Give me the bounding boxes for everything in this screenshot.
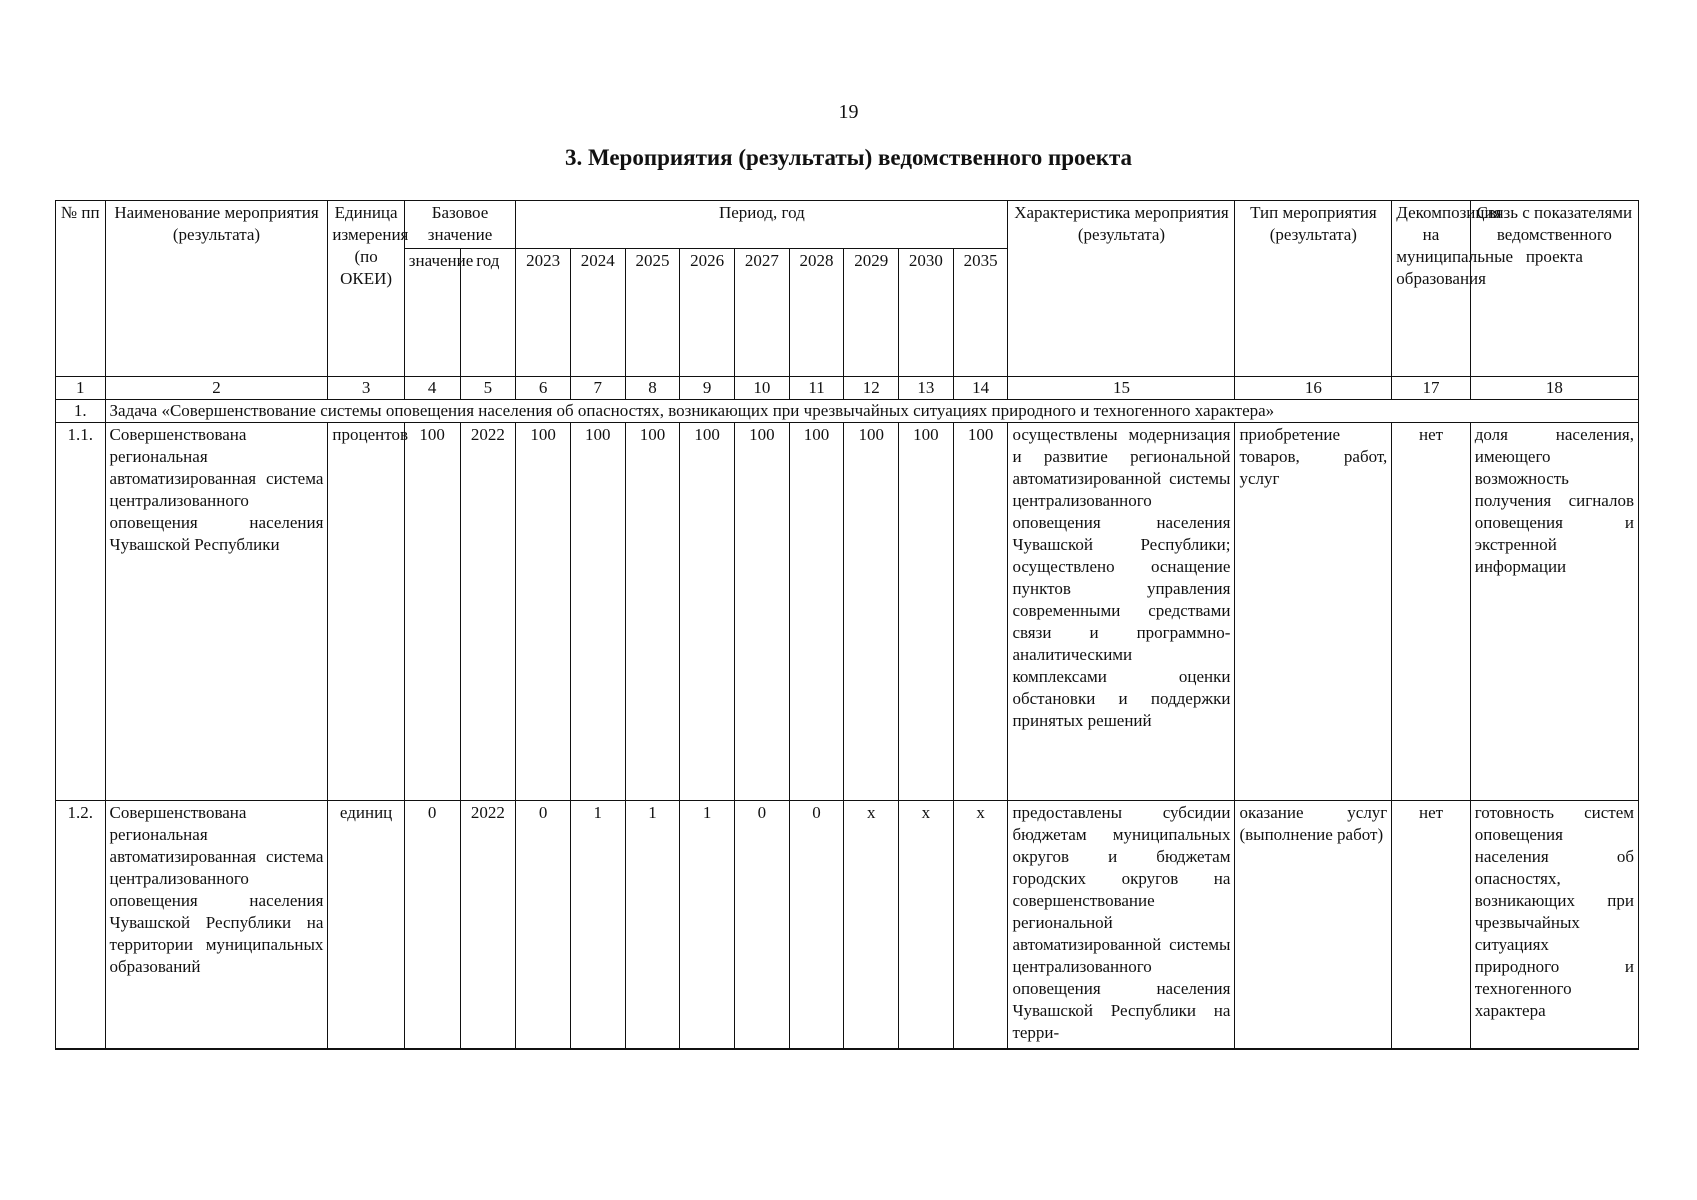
row-link: доля населения, имеющего возможность получения сигналов оповещения и экстренной информации xyxy=(1470,423,1638,801)
task-text: Задача «Совершенствование системы оповещения населения об опасностях, возникающих при чрезвычайных ситуациях природного и техногенного характера» xyxy=(105,400,1638,423)
column-number: 6 xyxy=(516,377,571,400)
column-number: 11 xyxy=(789,377,844,400)
row-value: 0 xyxy=(789,801,844,1050)
header-no: № пп xyxy=(56,201,106,377)
header-year: 2023 xyxy=(516,249,571,377)
row-value: x xyxy=(899,801,954,1050)
column-number: 15 xyxy=(1008,377,1235,400)
header-year: 2027 xyxy=(734,249,789,377)
row-value: x xyxy=(844,801,899,1050)
column-number: 14 xyxy=(953,377,1008,400)
row-value: 100 xyxy=(516,423,571,801)
header-name: Наименование мероприятия (результата) xyxy=(105,201,328,377)
task-no: 1. xyxy=(56,400,106,423)
column-number: 18 xyxy=(1470,377,1638,400)
row-base-value: 0 xyxy=(404,801,460,1050)
row-no: 1.2. xyxy=(56,801,106,1050)
header-base-value: значение xyxy=(404,249,460,377)
header-characteristic: Характеристика мероприятия (результата) xyxy=(1008,201,1235,377)
header-type: Тип мероприятия (результата) xyxy=(1235,201,1392,377)
column-number: 3 xyxy=(328,377,404,400)
section-title: 3. Мероприятия (результаты) ведомственного проекта xyxy=(564,145,1133,170)
column-number: 17 xyxy=(1392,377,1470,400)
row-characteristic: предоставлены субсидии бюджетам муниципальных округов и бюджетам городских округов на совершенствование региональной автоматизированной системы централизованного оповещения населения Чувашской Республики на терри- xyxy=(1008,801,1235,1050)
row-value: 100 xyxy=(844,423,899,801)
row-type: приобретение товаров, работ, услуг xyxy=(1235,423,1392,801)
column-number: 1 xyxy=(56,377,106,400)
row-base-year: 2022 xyxy=(460,423,516,801)
page-number: 19 xyxy=(838,101,859,123)
header-link: Связь с показателями ведомственного проекта xyxy=(1470,201,1638,377)
column-number: 9 xyxy=(680,377,735,400)
row-no: 1.1. xyxy=(56,423,106,801)
row-unit: процентов xyxy=(328,423,404,801)
row-type: оказание услуг (выполнение работ) xyxy=(1235,801,1392,1050)
table-row xyxy=(56,801,1639,1050)
row-decomposition: нет xyxy=(1392,801,1470,1050)
row-unit: единиц xyxy=(328,801,404,1050)
column-number: 10 xyxy=(734,377,789,400)
header-year: 2028 xyxy=(789,249,844,377)
header-year: 2030 xyxy=(899,249,954,377)
column-number: 16 xyxy=(1235,377,1392,400)
row-name: Совершенствована региональная автоматизированная система централизованного оповещения населения Чувашской Республики на территории муниципальных образований xyxy=(105,801,328,1050)
column-number-row xyxy=(56,377,1639,400)
measures-table xyxy=(55,200,1639,1050)
row-base-value: 100 xyxy=(404,423,460,801)
header-base-year: год xyxy=(460,249,516,377)
column-number: 13 xyxy=(899,377,954,400)
row-characteristic: осуществлены модернизация и развитие региональной автоматизированной системы централизованного оповещения населения Чувашской Республики; осуществлено оснащение пунктов управления современными средствами связи и программно-аналитическими комплексами оценки обстановки и поддержки принятых решений xyxy=(1008,423,1235,801)
row-value: 100 xyxy=(734,423,789,801)
header-year: 2024 xyxy=(570,249,625,377)
header-year: 2029 xyxy=(844,249,899,377)
row-value: 100 xyxy=(789,423,844,801)
row-value: 100 xyxy=(680,423,735,801)
header-unit: Единица измерения (по ОКЕИ) xyxy=(328,201,404,377)
row-name: Совершенствована региональная автоматизированная система централизованного оповещения населения Чувашской Республики xyxy=(105,423,328,801)
column-number: 8 xyxy=(625,377,680,400)
column-number: 2 xyxy=(105,377,328,400)
row-base-year: 2022 xyxy=(460,801,516,1050)
row-value: 100 xyxy=(899,423,954,801)
header-year: 2035 xyxy=(953,249,1008,377)
row-decomposition: нет xyxy=(1392,423,1470,801)
row-value: x xyxy=(953,801,1008,1050)
row-value: 1 xyxy=(625,801,680,1050)
row-value: 100 xyxy=(570,423,625,801)
header-decomposition: Декомпозиция на муниципальные образования xyxy=(1392,201,1470,377)
header-period: Период, год xyxy=(516,201,1008,249)
column-number: 7 xyxy=(570,377,625,400)
row-value: 0 xyxy=(516,801,571,1050)
header-year: 2026 xyxy=(680,249,735,377)
row-value: 100 xyxy=(953,423,1008,801)
column-number: 12 xyxy=(844,377,899,400)
column-number: 4 xyxy=(404,377,460,400)
task-row xyxy=(56,400,1639,423)
row-value: 100 xyxy=(625,423,680,801)
row-value: 0 xyxy=(734,801,789,1050)
header-row xyxy=(56,201,1639,249)
header-base: Базовое значение xyxy=(404,201,515,249)
column-number: 5 xyxy=(460,377,516,400)
row-value: 1 xyxy=(680,801,735,1050)
table-row xyxy=(56,423,1639,801)
row-link: готовность систем оповещения населения об опасностях, возникающих при чрезвычайных ситуациях природного и техногенного характера xyxy=(1470,801,1638,1050)
header-year: 2025 xyxy=(625,249,680,377)
row-value: 1 xyxy=(570,801,625,1050)
